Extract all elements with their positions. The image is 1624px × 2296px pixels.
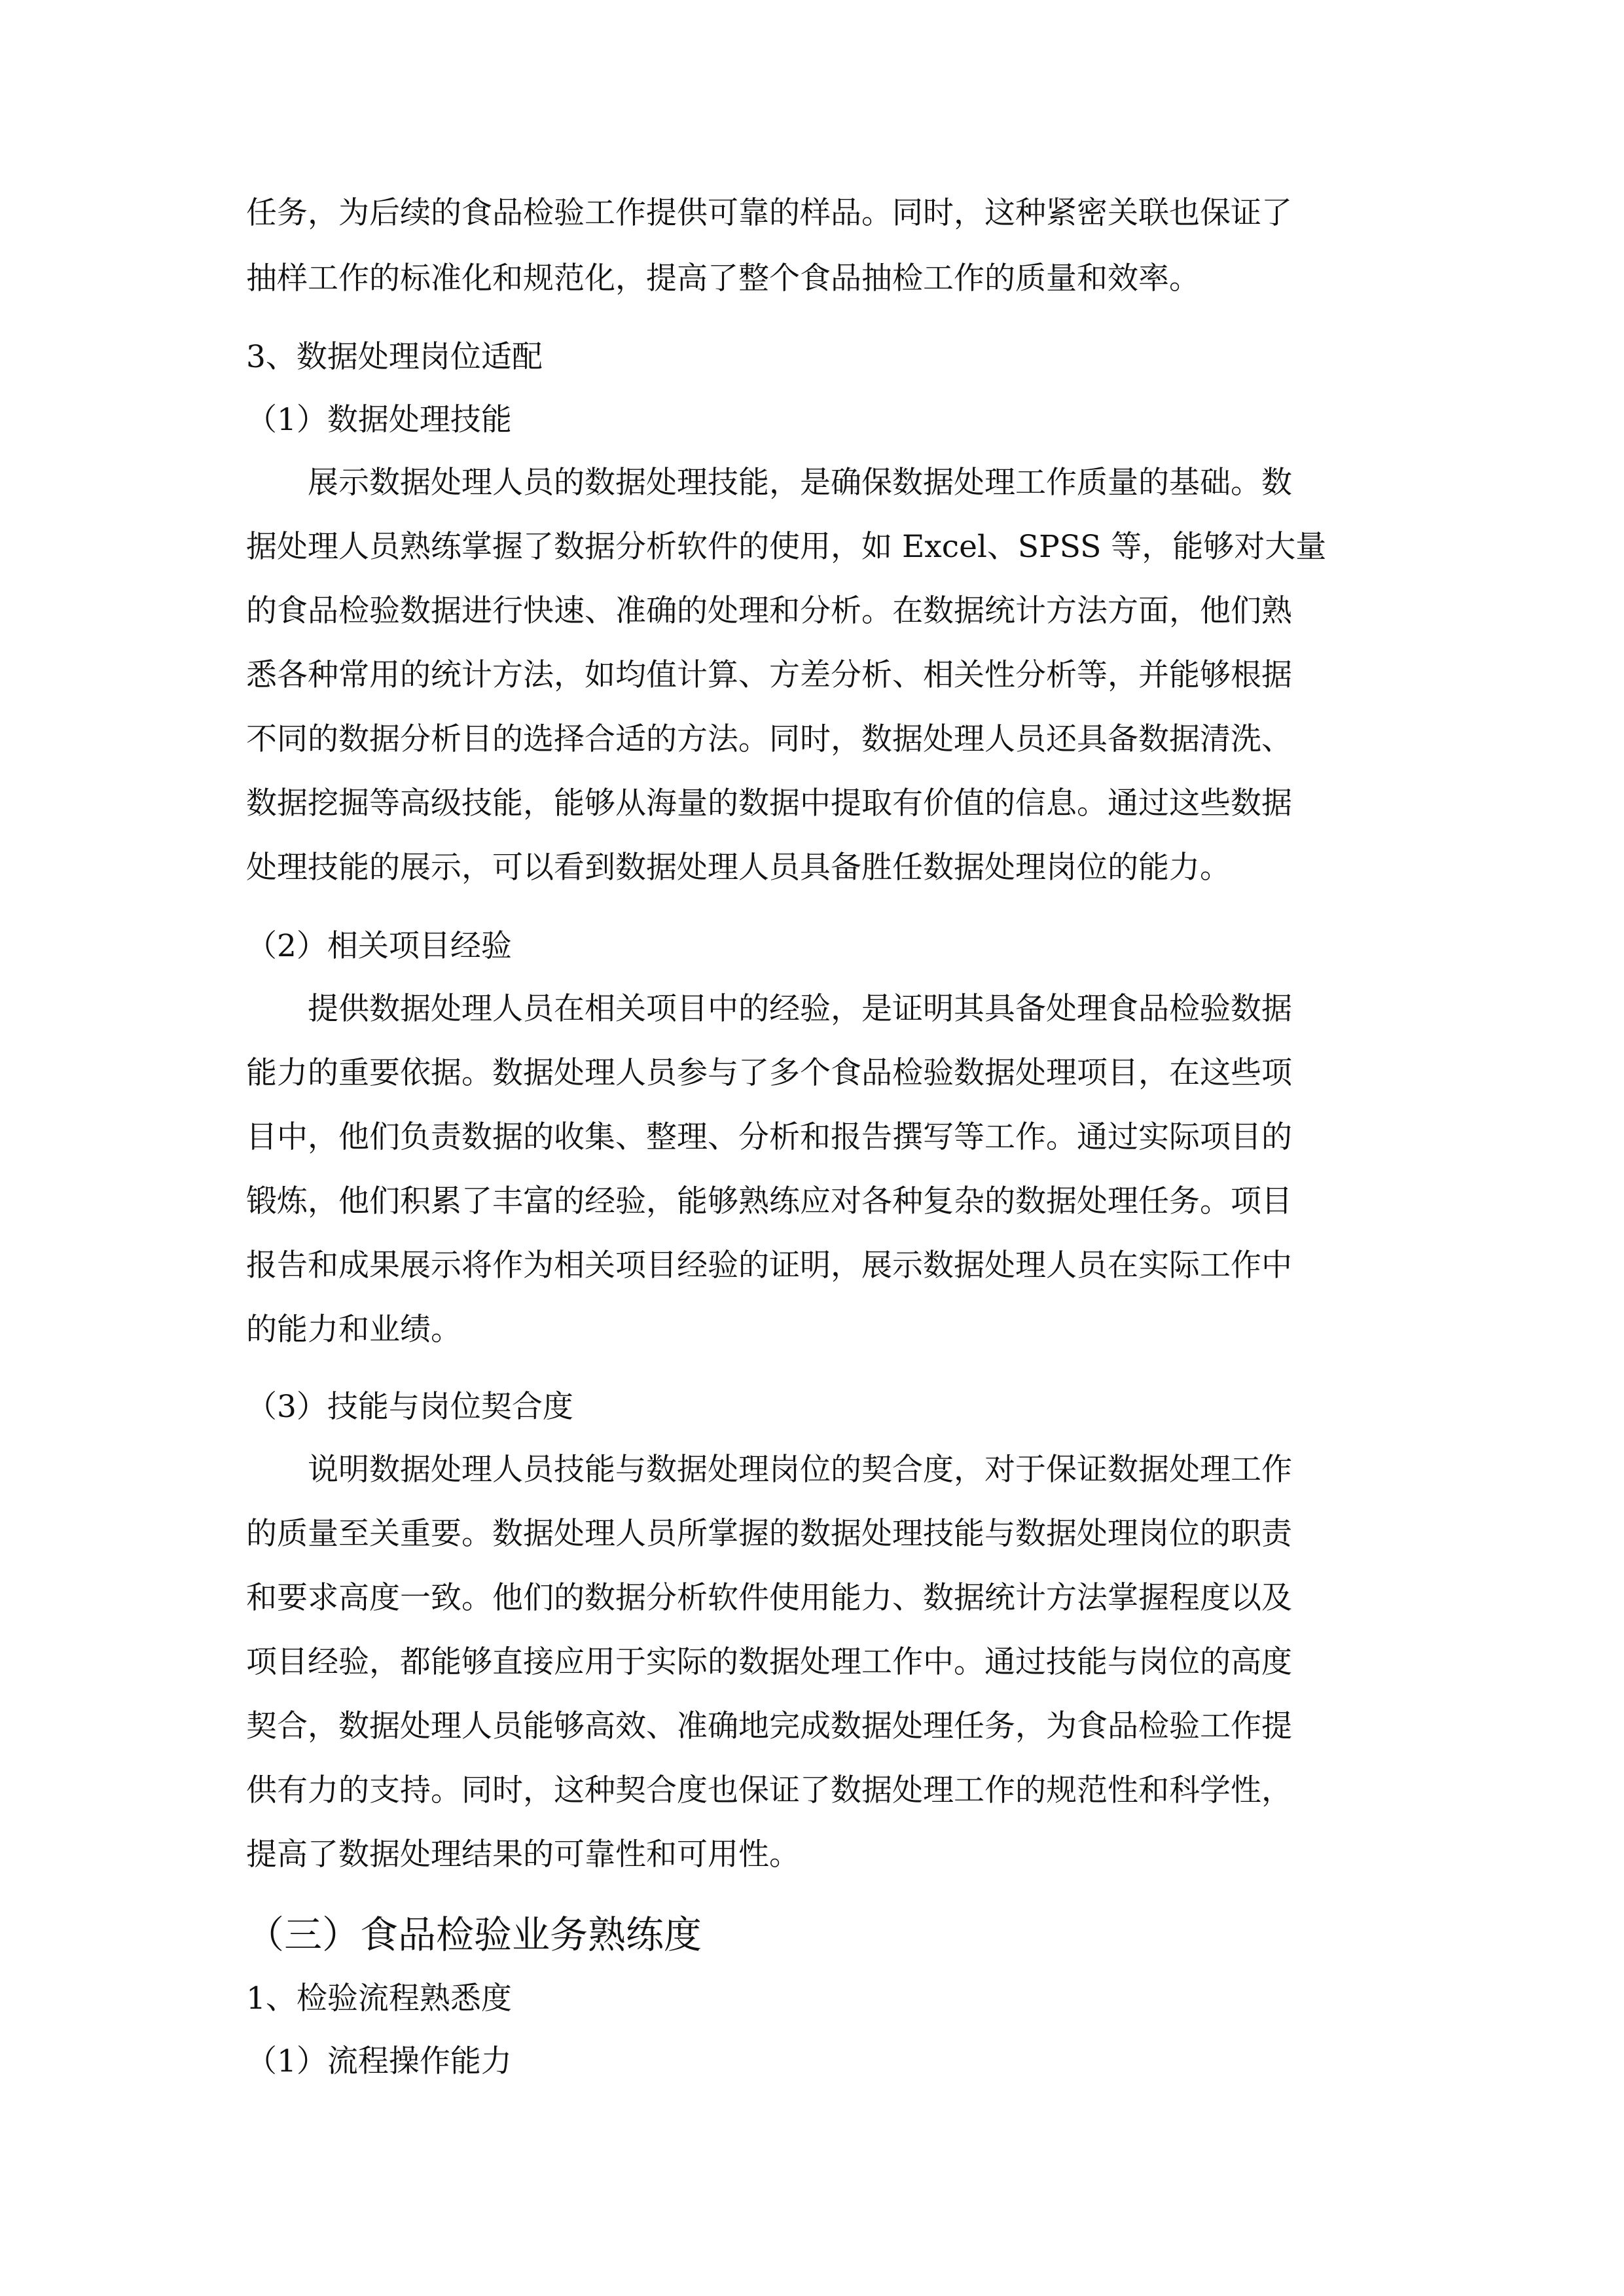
paragraph-line: 数据挖掘等高级技能，能够从海量的数据中提取有价值的信息。通过这些数据	[246, 785, 1292, 821]
section-3-title: 3、数据处理岗位适配	[246, 339, 543, 375]
paragraph-line: 项目经验，都能够直接应用于实际的数据处理工作中。通过技能与岗位的高度	[246, 1644, 1292, 1680]
paragraph-line: 不同的数据分析目的选择合适的方法。同时，数据处理人员还具备数据清洗、	[246, 721, 1292, 757]
paragraph-line: 的质量至关重要。数据处理人员所掌握的数据处理技能与数据处理岗位的职责	[246, 1516, 1292, 1552]
subsection-1-heading: （1）数据处理技能	[246, 402, 512, 438]
paragraph-line: 提高了数据处理结果的可靠性和可用性。	[246, 1837, 800, 1873]
intro-line-2: 抽样工作的标准化和规范化，提高了整个食品抽检工作的质量和效率。	[246, 260, 1200, 296]
paragraph-line: 和要求高度一致。他们的数据分析软件使用能力、数据统计方法掌握程度以及	[246, 1580, 1292, 1616]
paragraph-line: 展示数据处理人员的数据处理技能，是确保数据处理工作质量的基础。数	[308, 465, 1292, 501]
part-3-title: （三）食品检验业务熟练度	[246, 1912, 702, 1957]
paragraph-line: 目中，他们负责数据的收集、整理、分析和报告撰写等工作。通过实际项目的	[246, 1119, 1292, 1155]
subsection-2-heading: （2）相关项目经验	[246, 928, 512, 964]
paragraph-line: 报告和成果展示将作为相关项目经验的证明，展示数据处理人员在实际工作中	[246, 1247, 1292, 1283]
subsection-3-heading: （3）技能与岗位契合度	[246, 1389, 573, 1425]
paragraph-line: 供有力的支持。同时，这种契合度也保证了数据处理工作的规范性和科学性，	[246, 1772, 1292, 1808]
paragraph-line: 的食品检验数据进行快速、准确的处理和分析。在数据统计方法方面，他们熟	[246, 593, 1292, 629]
intro-line-1: 任务，为后续的食品检验工作提供可靠的样品。同时，这种紧密关联也保证了	[246, 195, 1292, 231]
part-3-subsection-1-title: 1、检验流程熟悉度	[246, 1981, 512, 2017]
paragraph-line: 悉各种常用的统计方法，如均值计算、方差分析、相关性分析等，并能够根据	[246, 657, 1292, 693]
paragraph-line: 锻炼，他们积累了丰富的经验，能够熟练应对各种复杂的数据处理任务。项目	[246, 1183, 1292, 1219]
paragraph-line: 据处理人员熟练掌握了数据分析软件的使用，如 Excel、SPSS 等，能够对大量	[246, 529, 1327, 565]
paragraph-line: 契合，数据处理人员能够高效、准确地完成数据处理任务，为食品检验工作提	[246, 1708, 1292, 1744]
part-3-subsection-1-item: （1）流程操作能力	[246, 2043, 512, 2079]
paragraph-line: 处理技能的展示，可以看到数据处理人员具备胜任数据处理岗位的能力。	[246, 850, 1231, 886]
paragraph-line: 能力的重要依据。数据处理人员参与了多个食品检验数据处理项目，在这些项	[246, 1055, 1292, 1091]
paragraph-line: 的能力和业绩。	[246, 1312, 461, 1348]
paragraph-line: 说明数据处理人员技能与数据处理岗位的契合度，对于保证数据处理工作	[308, 1452, 1292, 1488]
paragraph-line: 提供数据处理人员在相关项目中的经验，是证明其具备处理食品检验数据	[308, 991, 1292, 1027]
